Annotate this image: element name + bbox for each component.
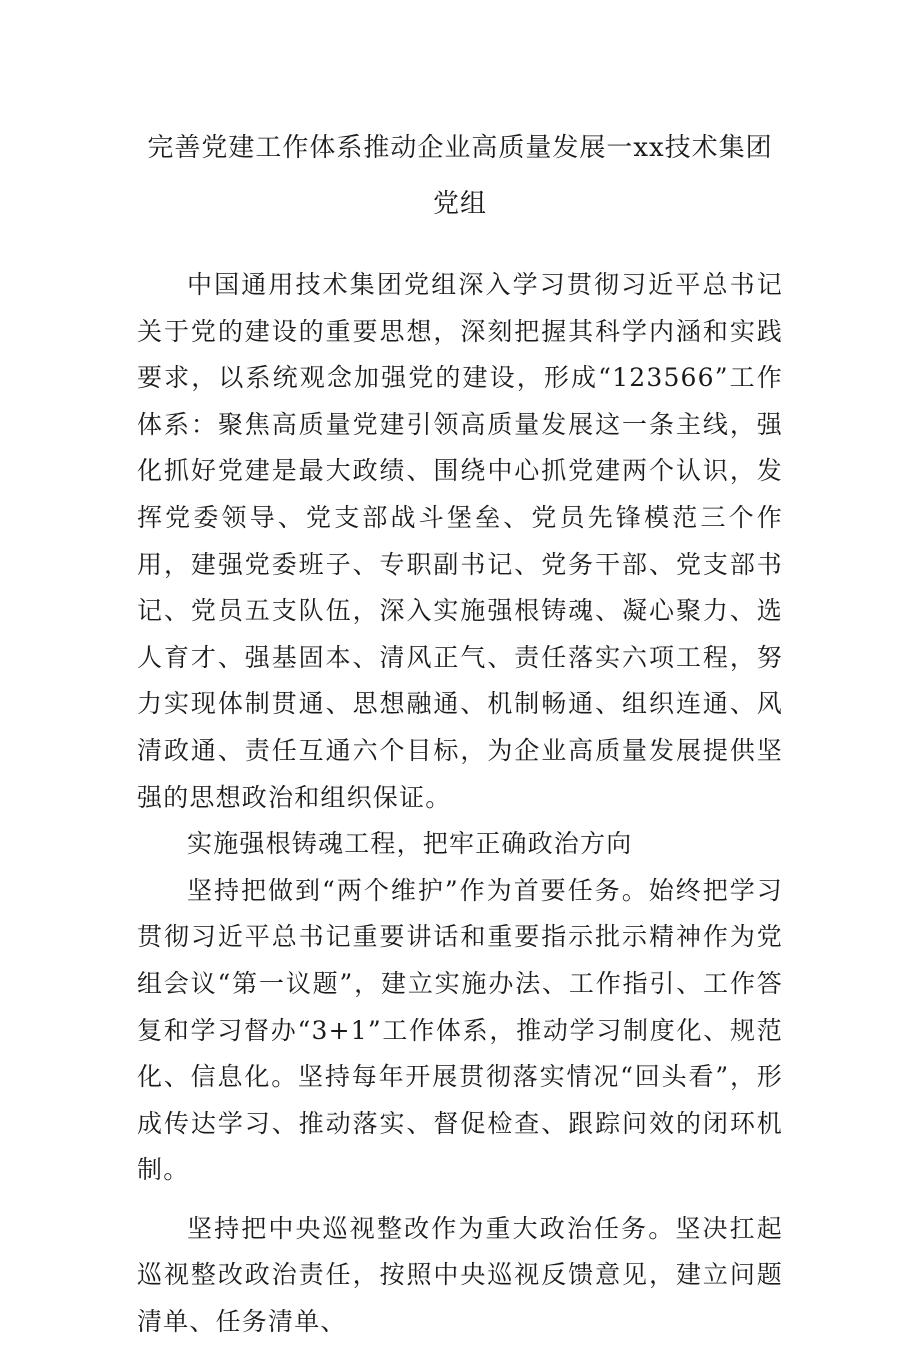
document-body — [137, 262, 783, 1346]
paragraph-inspection-rectification: 坚持把中央巡视整改作为重大政治任务。坚决扛起巡视整改政治责任，按照中央巡视反馈意见，建立问题清单、任务清单、 — [137, 1213, 783, 1337]
paragraph-intro: 中国通用技术集团党组深入学习贯彻习近平总书记关于党的建设的重要思想，深刻把握其科学内涵和实践要求，以系统观念加强党的建设，形成“123566”工作体系：聚焦高质量党建引领高质量发展这一条主线，强化抓好党建是最大政绩、围绕中心抓党建两个认识，发挥党委领导、党支部战斗堡垒、党员先锋模范三个作用，建强党委班子、专职副书记、党务干部、党支部书记、党员五支队伍，深入实施强根铸魂、凝心聚力、选人育才、强基固本、清风正气、责任落实六项工程，努力实现体制贯通、思想融通、机制畅通、组织连通、风清政通、责任互通六个目标，为企业高质量发展提供坚强的思想政治和组织保证。 — [137, 270, 783, 812]
paragraph-two-safeguards: 坚持把做到“两个维护”作为首要任务。始终把学习贯彻习近平总书记重要讲话和重要指示批示精神作为党组会议“第一议题”，建立实施办法、工作指引、工作答复和学习督办“3+1”工作体系，推动学习制度化、规范化、信息化。坚持每年开展贯彻落实情况“回头看”，形成传达学习、推动落实、督促检查、跟踪问效的闭环机制。 — [137, 875, 783, 1185]
paragraph-gap — [137, 1194, 783, 1206]
document-title: 完善党建工作体系推动企业高质量发展一xx技术集团党组 — [147, 133, 773, 219]
section-heading: 实施强根铸魂工程，把牢正确政治方向 — [187, 829, 633, 859]
